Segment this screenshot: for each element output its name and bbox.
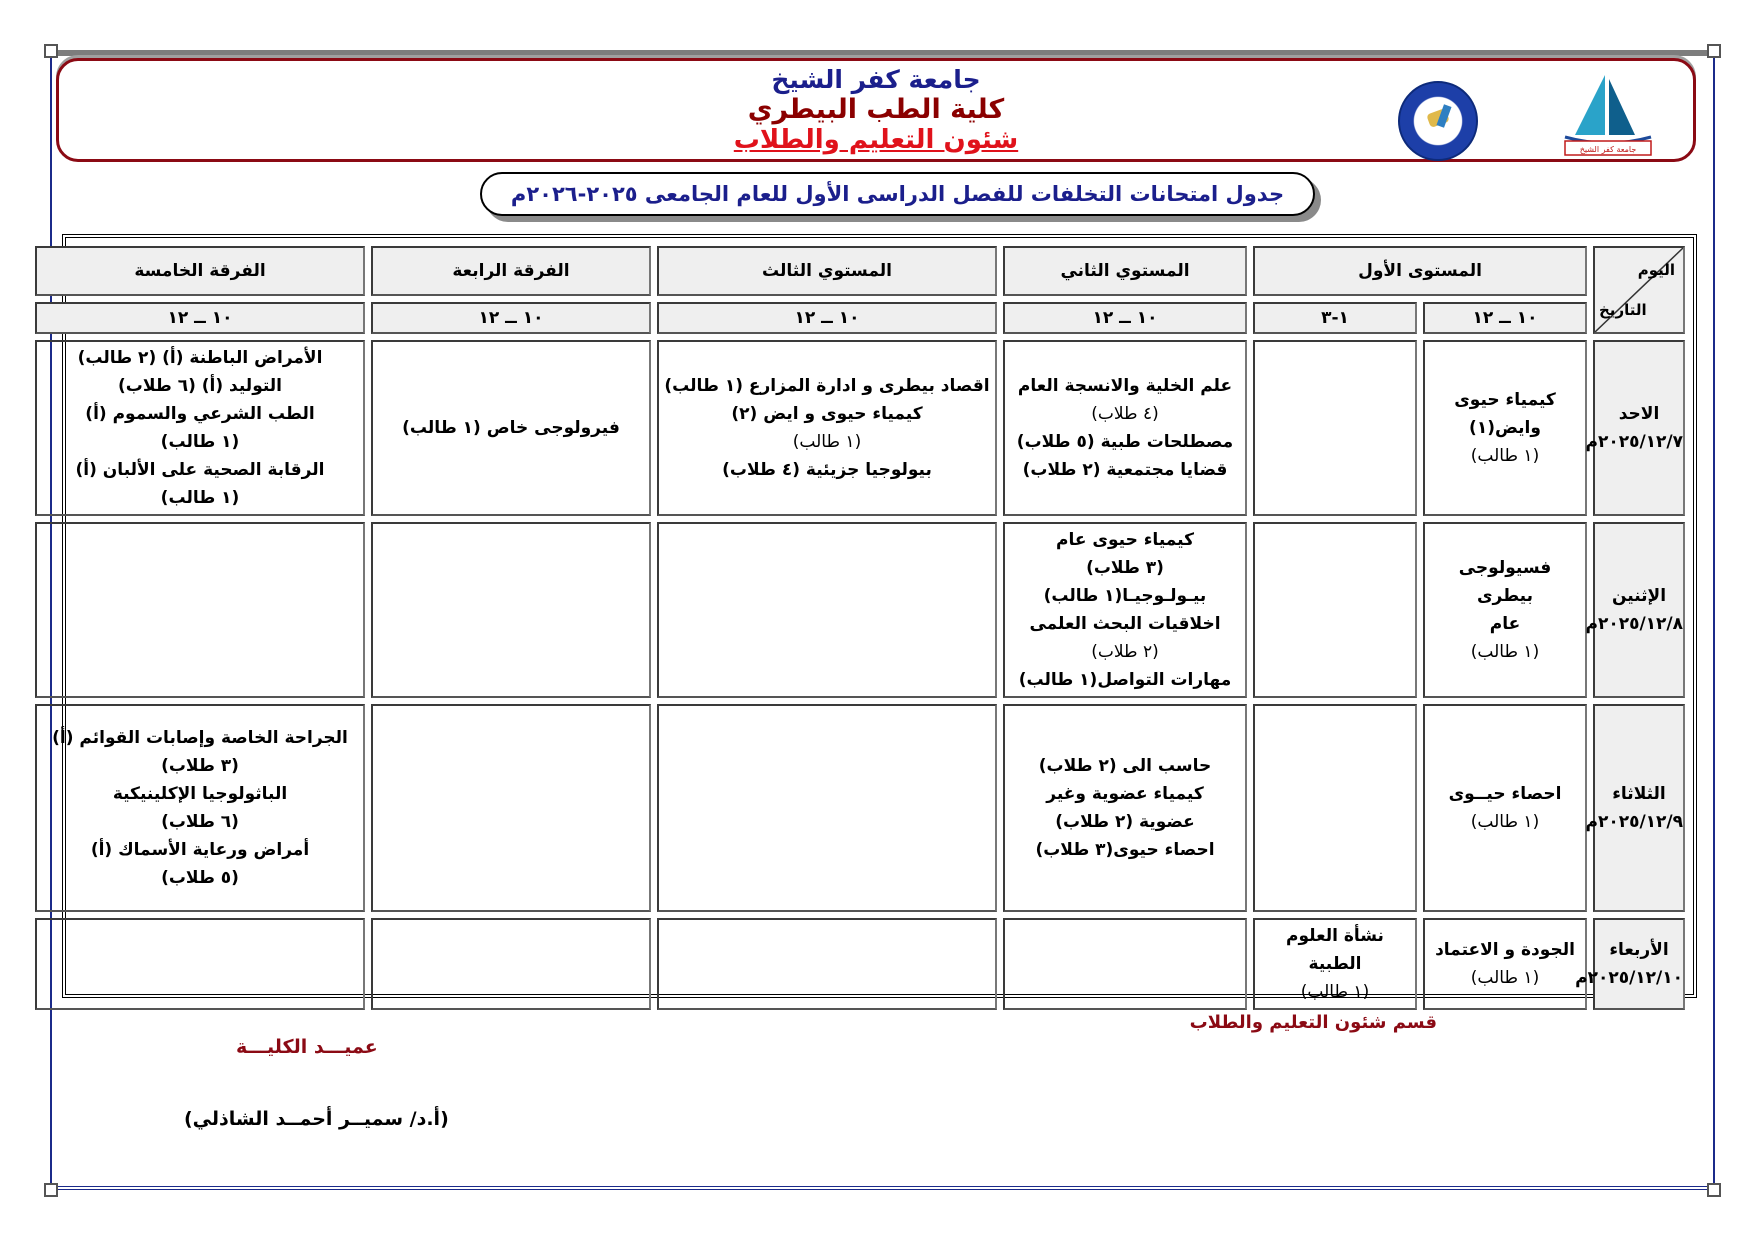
day-date-cell — [1585, 340, 1685, 516]
frame-corner — [1707, 1183, 1721, 1197]
schedule-row — [35, 918, 1685, 1010]
exam-course-line: كيمياء حيوى — [1454, 390, 1556, 410]
day-name: الإثنين — [1611, 586, 1667, 606]
exam-course-line: كيمياء حيوى و ايض (٢) — [731, 404, 923, 424]
exam-course-line: الأمراض الباطنة (أ) (٢ طالب) — [77, 348, 323, 368]
schedule-title: جدول امتحانات التخلفات للفصل الدراسى الأول للعام الجامعى ٢٠٢٥-٢٠٢٦م — [480, 172, 1315, 216]
exam-cell — [1253, 522, 1417, 698]
exam-cell — [1253, 918, 1417, 1010]
time-slot: ١٠ ــ ١٢ — [1003, 302, 1247, 334]
exam-course-line: احصاء حيــوى — [1448, 784, 1562, 804]
exam-course-line: مهارات التواصل(١ طالب) — [1018, 670, 1232, 690]
exam-course-line: كيمياء حيوى عام — [1056, 530, 1194, 550]
kfs-logo-caption: جامعة كفر الشيخ — [1579, 145, 1637, 154]
exam-course-line: (١ طالب) — [1470, 968, 1540, 988]
level-header-3: المستوي الثالث — [657, 246, 997, 296]
exam-cell — [1423, 918, 1587, 1010]
level-header-5: الفرقة الخامسة — [35, 246, 365, 296]
exam-cell — [657, 522, 997, 698]
exam-course-line: (٣ طلاب) — [161, 756, 239, 776]
day-date-cell — [1575, 918, 1685, 1010]
exam-course-line: وايض(١) — [1469, 418, 1541, 438]
exam-cell — [1003, 918, 1247, 1010]
exam-course-line: (١ طالب) — [160, 432, 240, 452]
time-slot: ١٠ ــ ١٢ — [1423, 302, 1587, 334]
dean-signature-label: عميـــد الكليـــة — [236, 1036, 378, 1058]
exam-course-line: (٥ طلاب) — [161, 868, 239, 888]
level-header-row — [35, 246, 1685, 296]
exam-cell — [35, 340, 365, 516]
exam-cell — [371, 918, 651, 1010]
exam-course-line: (٦ طلاب) — [161, 812, 239, 832]
exam-schedule-table — [29, 240, 1691, 1016]
level-header-4: الفرقة الرابعة — [371, 246, 651, 296]
exam-course-line: (٤ طلاب) — [1091, 404, 1159, 424]
department-signature-label: قسم شئون التعليم والطلاب — [1189, 1012, 1437, 1033]
exam-cell — [1003, 704, 1247, 912]
day-label: اليوم — [1637, 261, 1675, 279]
exam-course-line: بيـولـوجيـا(١ طالب) — [1043, 586, 1207, 606]
exam-course-line: اقصاد بيطرى و ادارة المزارع (١ طالب) — [664, 376, 990, 396]
time-slot: ١٠ ــ ١٢ — [657, 302, 997, 334]
time-slot: ١٠ ــ ١٢ — [371, 302, 651, 334]
exam-course-line: الرقابة الصحية على الألبان (أ) — [75, 460, 325, 480]
dean-name: (أ.د/ سميــر أحمــد الشاذلي) — [184, 1108, 449, 1130]
time-slot: ١٠ ــ ١٢ — [35, 302, 365, 334]
exam-cell — [1253, 340, 1417, 516]
exam-course-line: فيرولوجى خاص (١ طالب) — [402, 418, 620, 438]
exam-cell — [371, 340, 651, 516]
university-name: جامعة كفر الشيخ — [771, 65, 981, 94]
letterhead — [56, 58, 1696, 162]
time-slot: ١-٣ — [1253, 302, 1417, 334]
exam-course-line: (١ طالب) — [1300, 982, 1370, 1002]
exam-cell — [35, 918, 365, 1010]
day-name: الاحد — [1618, 404, 1660, 424]
exam-course-line: احصاء حيوى(٣ طلاب) — [1035, 840, 1215, 860]
level-header-1: المستوى الأول — [1253, 246, 1587, 296]
exam-course-line: (١ طالب) — [792, 432, 862, 452]
exam-course-line: فسيولوجى بيطرى — [1458, 558, 1552, 606]
frame-corner — [1707, 44, 1721, 58]
exam-cell — [1003, 340, 1247, 516]
exam-cell — [371, 522, 651, 698]
time-header-row — [35, 302, 1685, 334]
exam-course-line: الجودة و الاعتماد — [1435, 940, 1575, 960]
exam-course-line: (١ طالب) — [1470, 642, 1540, 662]
exam-date: ٢٠٢٥/١٢/٧م — [1585, 432, 1683, 452]
exam-cell — [657, 918, 997, 1010]
exam-cell — [35, 522, 365, 698]
frame-corner — [44, 44, 58, 58]
department-name: شئون التعليم والطلاب — [733, 125, 1019, 155]
level-header-2: المستوي الثاني — [1003, 246, 1247, 296]
exam-cell — [1253, 704, 1417, 912]
day-date-cell — [1585, 704, 1685, 912]
exam-course-line: كيمياء عضوية وغير — [1046, 784, 1204, 804]
exam-course-line: التوليد (أ) (٦ طلاب) — [117, 376, 283, 396]
exam-course-line: علم الخلية والانسجة العام — [1017, 376, 1233, 396]
exam-course-line: (١ طالب) — [160, 488, 240, 508]
exam-course-line: الجراحة الخاصة وإصابات القوائم (أ) — [52, 728, 348, 748]
exam-cell — [657, 704, 997, 912]
day-date-cell — [1585, 522, 1685, 698]
exam-course-line: أمراض ورعاية الأسماك (أ) — [90, 840, 310, 860]
day-name: الأربعاء — [1609, 940, 1669, 960]
exam-cell — [1423, 522, 1587, 698]
kafrelsheikh-university-logo-icon — [1553, 69, 1663, 159]
exam-cell — [371, 704, 651, 912]
faculty-name: كلية الطب البيطري — [747, 94, 1005, 125]
exam-cell — [657, 340, 997, 516]
exam-course-line: قضايا مجتمعية (٢ طلاب) — [1022, 460, 1228, 480]
exam-cell — [1423, 340, 1587, 516]
exam-course-line: (١ طالب) — [1470, 812, 1540, 832]
exam-course-line: (٢ طلاب) — [1091, 642, 1159, 662]
exam-course-line: الباثولوجيا الإكلينيكية — [112, 784, 288, 804]
schedule-table-wrapper — [52, 234, 1697, 1002]
schedule-row — [35, 704, 1685, 912]
schedule-body — [35, 340, 1685, 1010]
day-name: الثلاثاء — [1612, 784, 1666, 804]
exam-cell — [1423, 704, 1587, 912]
schedule-row — [35, 522, 1685, 698]
exam-course-line: الطب الشرعي والسموم (أ) — [85, 404, 315, 424]
exam-course-line: بيولوجيا جزيئية (٤ طلاب) — [722, 460, 932, 480]
exam-cell — [1003, 522, 1247, 698]
date-label: التاريخ — [1599, 301, 1647, 319]
exam-course-line: مصطلحات طبية (٥ طلاب) — [1016, 432, 1234, 452]
quality-assurance-logo-icon — [1398, 81, 1478, 161]
day-date-corner-header — [1593, 246, 1685, 334]
schedule-row — [35, 340, 1685, 516]
exam-course-line: (٣ طلاب) — [1086, 558, 1164, 578]
exam-course-line: عضوية (٢ طلاب) — [1055, 812, 1195, 832]
exam-date: ٢٠٢٥/١٢/١٠م — [1575, 968, 1683, 988]
exam-cell — [35, 704, 365, 912]
exam-course-line: عام — [1489, 614, 1521, 634]
frame-corner — [44, 1183, 58, 1197]
exam-course-line: (١ طالب) — [1470, 446, 1540, 466]
exam-date: ٢٠٢٥/١٢/٨م — [1585, 614, 1683, 634]
exam-course-line: اخلاقيات البحث العلمى — [1029, 614, 1221, 634]
exam-course-line: نشأة العلوم الطبية — [1286, 926, 1384, 974]
exam-date: ٢٠٢٥/١٢/٩م — [1585, 812, 1683, 832]
exam-course-line: حاسب الى (٢ طلاب) — [1038, 756, 1212, 776]
